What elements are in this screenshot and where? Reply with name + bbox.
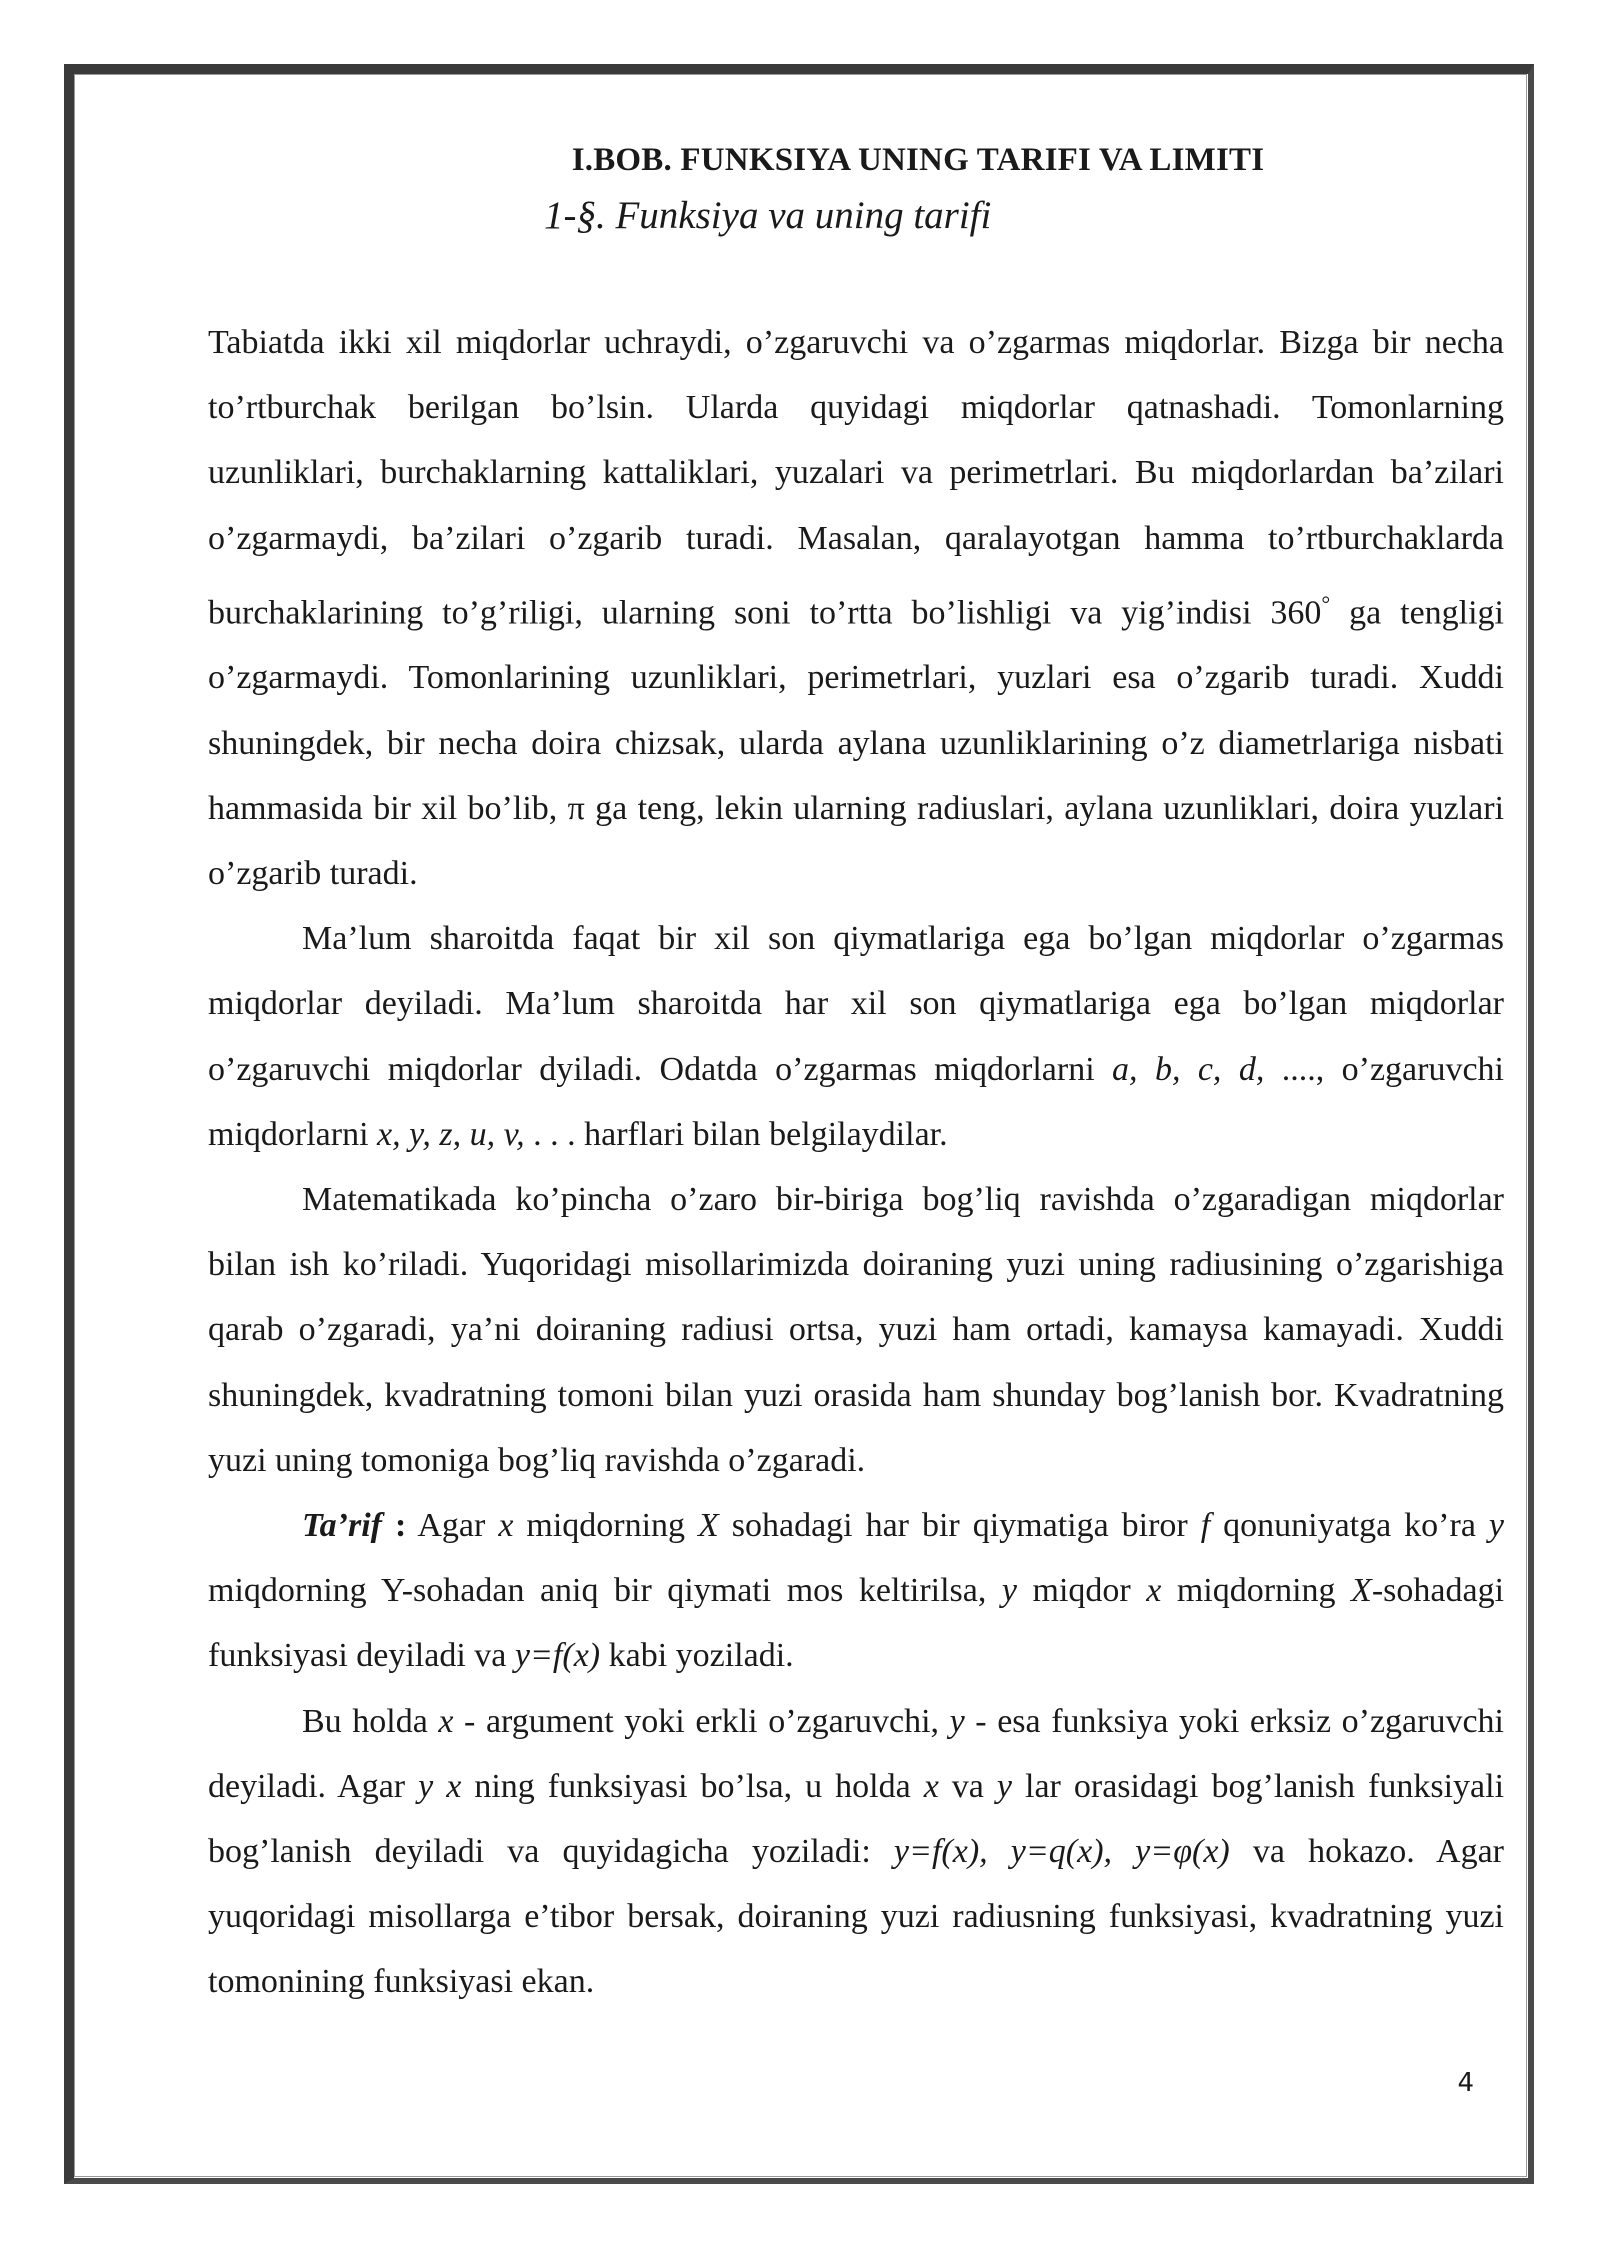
set-X: X	[1351, 1572, 1372, 1610]
paragraph-2-text-c: . . . harflari bilan belgilaydilar.	[524, 1115, 948, 1153]
var-x: x	[438, 1702, 454, 1740]
chapter-title: I.BOB. FUNKSIYA UNING TARIFI VA LIMITI	[571, 142, 1265, 178]
def-text: sohadagi har bir qiymatiga biror	[718, 1506, 1201, 1544]
p5-text: lar orasidagi bog’lanish funksiyali bog’lanish deyiladi va quyidagicha yoziladi:	[208, 1767, 1505, 1870]
var-y: y	[949, 1702, 965, 1740]
paragraph-5	[208, 1689, 1504, 2015]
function-formula: y=f(x)	[514, 1637, 601, 1675]
degree-symbol: °	[1321, 590, 1331, 616]
section-title: 1-§. Funksiya va uning tarifi	[544, 194, 992, 237]
var-y: y	[418, 1767, 434, 1805]
var-x: x	[498, 1506, 514, 1544]
def-text: miqdorning	[1161, 1572, 1352, 1610]
set-X: X	[698, 1506, 719, 1544]
page-number: 4	[1457, 2068, 1474, 2098]
p5-text: - esa funksiya yoki erksiz o’zgaruvchi deyiladi. Agar	[208, 1702, 1504, 1805]
def-text: Agar	[406, 1506, 499, 1544]
var-x: x	[446, 1767, 462, 1805]
p5-text: Bu holda	[302, 1702, 439, 1740]
p5-text: va hokazo. Agar yuqoridagi misollarga e’tibor bersak, doiraning yuzi radiusning funksiyasi, kvadratning yuzi tomonining funksiyasi ekan.	[208, 1833, 1504, 2001]
var-x: x	[1146, 1572, 1162, 1610]
paragraph-3: Matematikada ko’pincha o’zaro bir-biriga bog’liq ravishda o’zgaradigan miqdorlar bilan ish ko’riladi. Yuqoridagi misollarimizda doiraning yuzi uning radiusining o’zgarishiga qarab o’zgaradi, ya’ni doiraning radiusi ortsa, yuzi ham ortadi, kamaysa kamayadi. Xuddi shuningdek, kvadratning tomoni bilan yuzi orasida ham shunday bog’lanish bor. Kvadratning yuzi uning tomoniga bog’liq ravishda o’zgaradi.	[208, 1180, 1504, 1479]
p5-text: ning funksiyasi bo’lsa, u holda	[461, 1767, 924, 1805]
paragraph-2-text-b: ...., o’zgaruvchi miqdorlarni	[208, 1050, 1504, 1153]
paragraph-1-text-c: ga teng, lekin ularning radiuslari, aylana uzunliklari, doira yuzlari o’zgarib turadi.	[208, 789, 1505, 892]
document-body	[208, 100, 1508, 2015]
paragraph-2	[208, 906, 1504, 1167]
var-x: x	[923, 1767, 939, 1805]
function-formulas: y=f(x), y=q(x), y=φ(x)	[893, 1833, 1230, 1870]
definition-colon: :	[381, 1506, 407, 1544]
paragraph-2-text-a: Ma’lum sharoitda faqat bir xil son qiymatlariga ega bo’lgan miqdorlar o’zgarmas miqdorlar deyiladi. Ma’lum sharoitda har xil son qiymatlariga ega bo’lgan miqdorlar o’zgaruvchi miqdorlar dyiladi. Odatda o’zgarmas miqdorlarni	[208, 920, 1504, 1088]
definition-paragraph	[208, 1493, 1504, 1689]
p5-text: va	[938, 1767, 997, 1805]
p5-text: - argument yoki erkli o’zgaruvchi,	[453, 1702, 950, 1740]
pi-symbol: π	[567, 789, 585, 827]
def-text: miqdorning Y-sohadan aniq bir qiymati mos keltirilsa,	[208, 1572, 1002, 1610]
paragraph-1	[208, 310, 1504, 906]
variables-list: x, y, z, u, v,	[377, 1115, 525, 1153]
var-y: y	[1488, 1506, 1504, 1544]
constants-list: a, b, c, d,	[1112, 1050, 1265, 1088]
rule-f: f	[1200, 1506, 1211, 1544]
def-text: kabi yoziladi.	[600, 1637, 794, 1675]
def-text: miqdor	[1016, 1572, 1147, 1610]
var-y: y	[1001, 1572, 1017, 1610]
var-y: y	[996, 1767, 1012, 1805]
p5-text	[433, 1768, 446, 1805]
paragraph-1-text-a: Tabiatda ikki xil miqdorlar uchraydi, o’zgaruvchi va o’zgarmas miqdorlar. Bizga bir necha to’rtburchak berilgan bo’lsin. Ularda quyidagi miqdorlar qatnashadi. Tomonlarning uzunliklari, burchaklarning kattaliklari, yuzalari va perimetrlari. Bu miqdorlardan ba’zilari o’zgarmaydi, ba’zilari o’zgarib turadi. Masalan, qaralayotgan hamma to’rtburchaklarda burchaklarining to’g’riligi, ularning soni to’rtta bo’lishligi va yig’indisi 360	[208, 324, 1504, 632]
def-text: miqdorning	[513, 1506, 699, 1544]
definition-label: Ta’rif	[302, 1506, 382, 1544]
def-text: -sohadagi funksiyasi deyiladi va	[208, 1572, 1505, 1675]
paragraph-1-text-b: ga tengligi o’zgarmaydi. Tomonlarining uzunliklari, perimetrlari, yuzlari esa o’zgarib turadi. Xuddi shuningdek, bir necha doira chizsak, ularda aylana uzunliklarining o’z diametrlariga nisbati hammasida bir xil bo’lib,	[208, 594, 1504, 827]
def-text: qonuniyatga ko’ra	[1210, 1506, 1489, 1544]
